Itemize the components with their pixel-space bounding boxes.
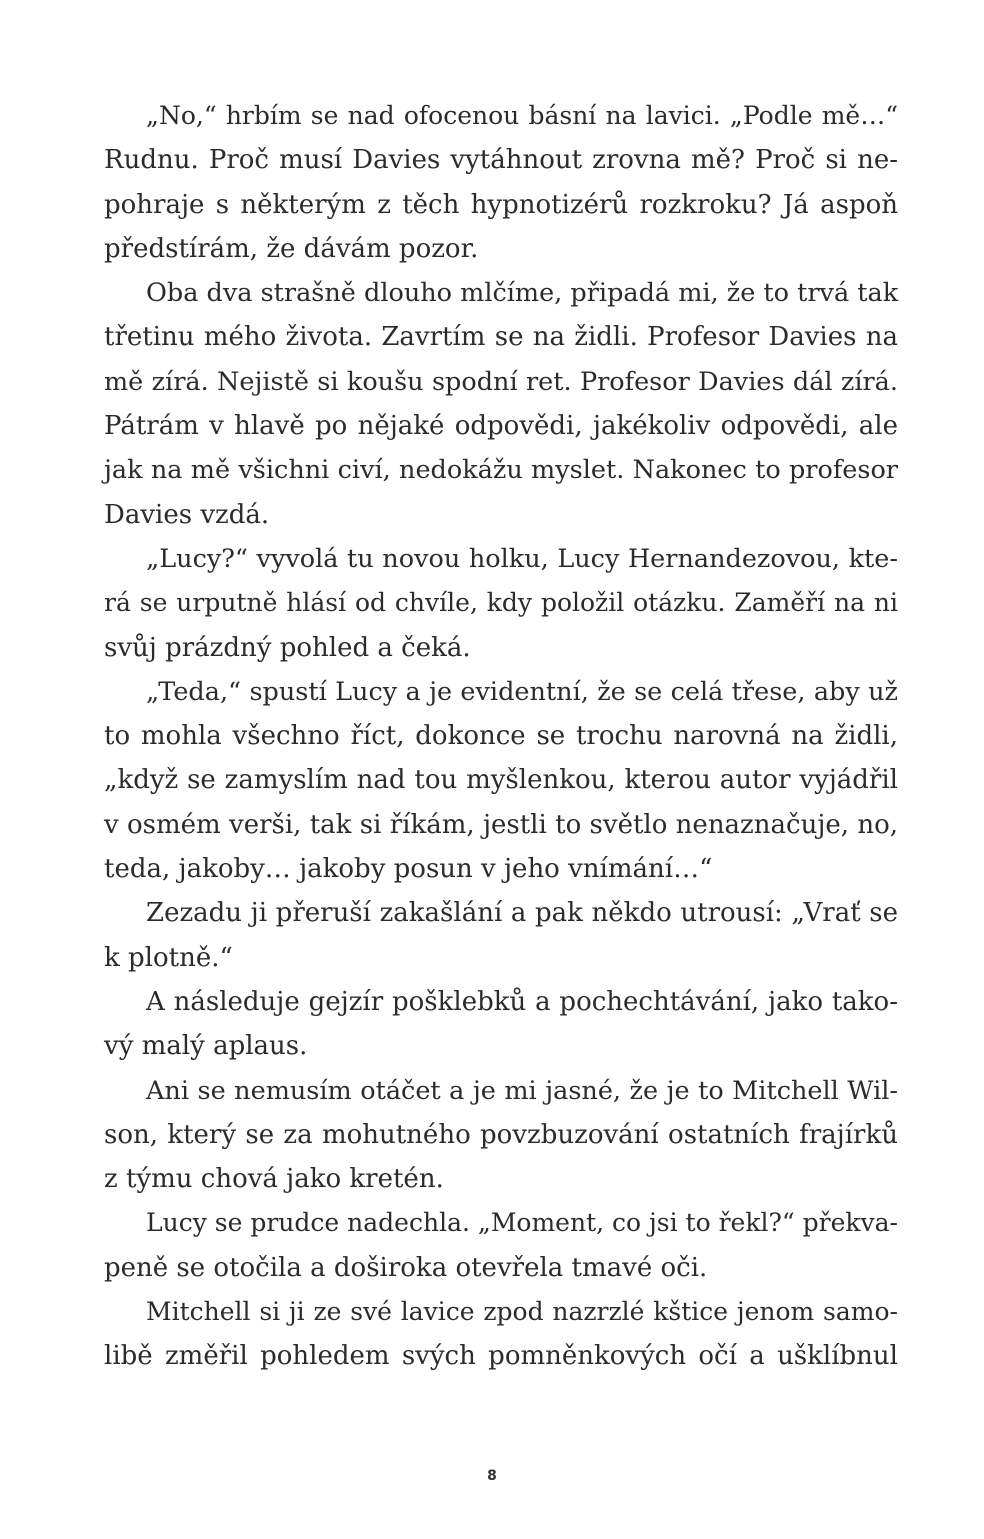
text-line: Lucy se prudce nadechla. „Moment, co jsi to řekl?“ překva- bbox=[146, 1208, 898, 1238]
text-line: „Teda,“ spustí Lucy a je evidentní, že se celá třese, aby už bbox=[146, 676, 898, 707]
body-text bbox=[104, 94, 898, 1379]
text-line: Pátrám v hlavě po nějaké odpovědi, jakékoliv odpovědi, ale bbox=[104, 411, 898, 442]
text-line: mě zírá. Nejistě si koušu spodní ret. Profesor Davies dál zírá. bbox=[104, 366, 898, 397]
text-line: svůj prázdný pohled a čeká. bbox=[104, 632, 471, 663]
text-line: „No,“ hrbím se nad ofocenou básní na lavici. „Podle mě…“ bbox=[146, 101, 898, 130]
text-line: son, který se za mohutného povzbuzování ostatních frajírků bbox=[104, 1119, 898, 1150]
text-line: v osmém verši, tak si říkám, jestli to světlo nenaznačuje, no, bbox=[104, 809, 898, 840]
text-line: libě změřil pohledem svých pomněnkových očí a ušklíbnul bbox=[104, 1341, 898, 1372]
text-line: Mitchell si ji ze své lavice zpod nazrzlé kštice jenom samo- bbox=[146, 1297, 898, 1327]
text-line: pohraje s některým z těch hypnotizérů rozkroku? Já aspoň bbox=[104, 189, 898, 220]
text-line: „když se zamyslím nad tou myšlenkou, kterou autor vyjádřil bbox=[104, 765, 898, 796]
text-line: Oba dva strašně dlouho mlčíme, připadá mi, že to trvá tak bbox=[146, 278, 899, 309]
text-line: A následuje gejzír pošklebků a pochechtávání, jako tako- bbox=[146, 986, 898, 1017]
text-line: teda, jakoby… jakoby posun v jeho vnímání…“ bbox=[104, 854, 713, 885]
text-line: jak na mě všichni civí, nedokážu myslet. Nakonec to profesor bbox=[104, 455, 898, 486]
text-line: peně se otočila a doširoka otevřela tmavé oči. bbox=[104, 1252, 708, 1283]
text-line: to mohla všechno říct, dokonce se trochu narovná na židli, bbox=[104, 721, 898, 752]
text-line: k plotně.“ bbox=[104, 942, 233, 973]
text-line: Zezadu ji přeruší zakašlání a pak někdo utrousí: „Vrať se bbox=[146, 898, 898, 929]
text-line: Ani se nemusím otáčet a je mi jasné, že je to Mitchell Wil- bbox=[146, 1075, 898, 1106]
text-line: Davies vzdá. bbox=[104, 499, 270, 530]
text-line: z týmu chová jako kretén. bbox=[104, 1164, 444, 1195]
page-number: 8 bbox=[487, 1468, 497, 1484]
text-line: „Lucy?“ vyvolá tu novou holku, Lucy Hernandezovou, kte- bbox=[146, 543, 898, 574]
text-line: rá se urputně hlásí od chvíle, kdy položil otázku. Zaměří na ni bbox=[104, 588, 898, 618]
text-line: vý malý aplaus. bbox=[104, 1031, 308, 1062]
text-line: Rudnu. Proč musí Davies vytáhnout zrovna mě? Proč si ne- bbox=[104, 145, 898, 176]
text-line: předstírám, že dávám pozor. bbox=[104, 233, 479, 264]
text-line: třetinu mého života. Zavrtím se na židli. Profesor Davies na bbox=[104, 322, 898, 353]
